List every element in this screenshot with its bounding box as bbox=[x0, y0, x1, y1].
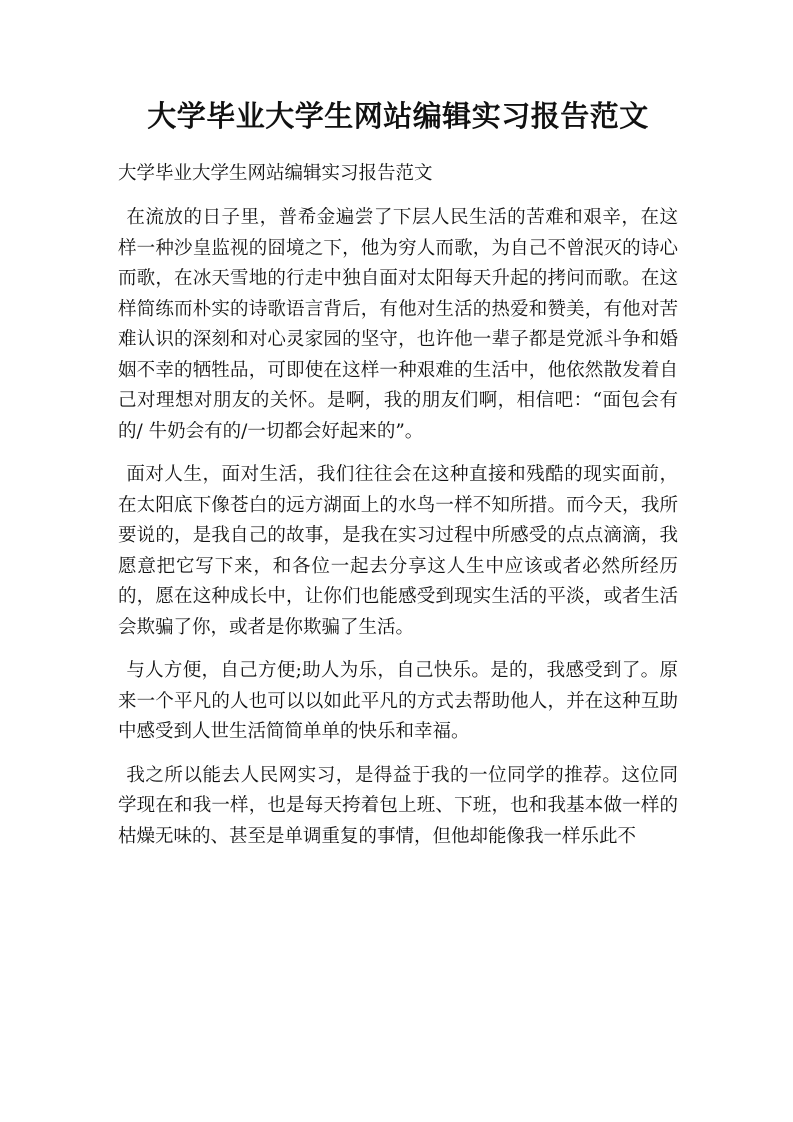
paragraph-4: 我之所以能去人民网实习，是得益于我的一位同学的推荐。这位同学现在和我一样，也是每天挎着包上班、下班，也和我基本做一样的枯燥无味的、甚至是单调重复的事情，但他却能像我一样乐此不 bbox=[118, 764, 678, 847]
document-title: 大学毕业大学生网站编辑实习报告范文 bbox=[147, 99, 649, 133]
document-body bbox=[118, 92, 678, 852]
document-subtitle: 大学毕业大学生网站编辑实习报告范文 bbox=[118, 163, 433, 184]
paragraph-3: 与人方便，自己方便;助人为乐，自己快乐。是的，我感受到了。原来一个平凡的人也可以以如此平凡的方式去帮助他人，并在这种互助中感受到人世生活简简单单的快乐和幸福。 bbox=[118, 660, 678, 742]
paragraph-2: 面对人生，面对生活，我们往往会在这种直接和残酷的现实面前，在太阳底下像苍白的远方湖面上的水鸟一样不知所措。而今天，我所要说的，是我自己的故事，是我在实习过程中所感受的点点滴滴，我愿意把它写下来，和各位一起去分享这人生中应该或者必然所经历的，愿在这种成长中，让你们也能感受到现实生活的平淡，或者生活会欺骗了你，或者是你欺骗了生活。 bbox=[118, 464, 678, 638]
paragraph-1: 在流放的日子里，普希金遍尝了下层人民生活的苦难和艰辛，在这样一种沙皇监视的囧境之下，他为穷人而歌，为自己不曾泯灭的诗心而歌，在冰天雪地的行走中独自面对太阳每天升起的拷问而歌。在这样简练而朴实的诗歌语言背后，有他对生活的热爱和赞美，有他对苦难认识的深刻和对心灵家园的坚守，也许他一辈子都是党派斗争和婚姻不幸的牺牲品，可即使在这样一种艰难的生活中，他依然散发着自己对理想对朋友的关怀。是啊，我的朋友们啊，相信吧：“面包会有的/ 牛奶会有的/一切都会好起来的”。 bbox=[118, 207, 678, 442]
